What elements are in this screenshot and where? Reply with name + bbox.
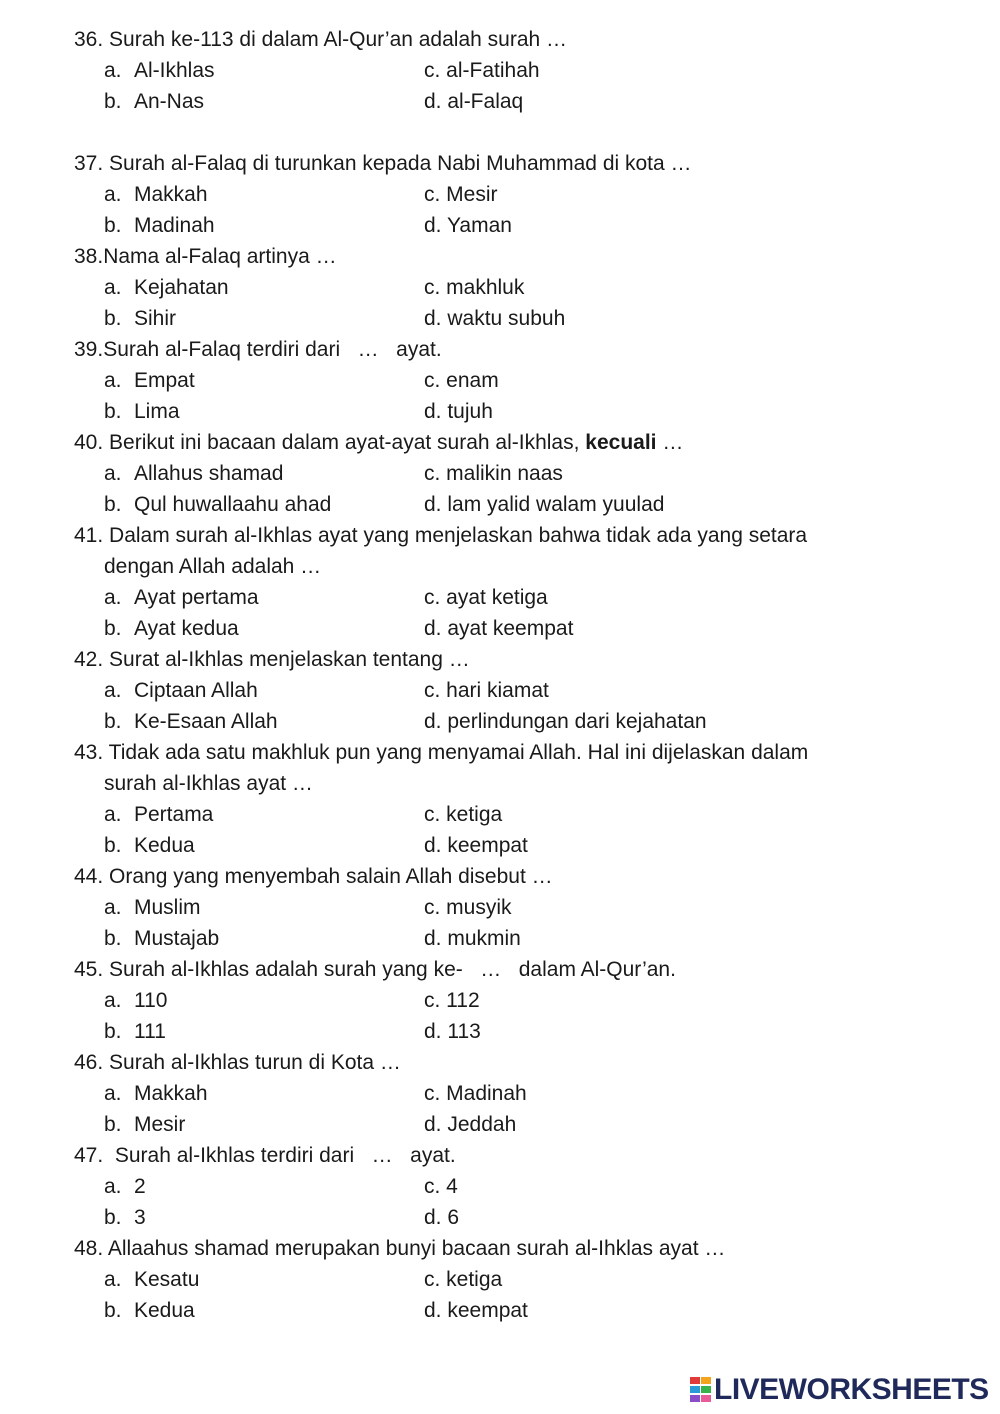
- option-a: [104, 985, 167, 1016]
- option-text: Muslim: [134, 896, 201, 919]
- option-letter: b.: [104, 617, 122, 640]
- question-42: [74, 644, 470, 675]
- question-number: 46.: [74, 1051, 104, 1074]
- question-46: [74, 1047, 401, 1078]
- option-d: d. 6: [424, 1206, 460, 1229]
- question-text: Surah al-Falaq di turunkan kepada Nabi Muhammad di kota …: [103, 152, 692, 175]
- question-37: [74, 148, 692, 179]
- option-letter: b.: [104, 214, 122, 237]
- question-number: 37.: [74, 152, 104, 175]
- liveworksheets-logo-text: LIVEWORKSHEETS: [714, 1373, 989, 1406]
- option-c: c. ketiga: [424, 803, 503, 826]
- question-47: [74, 1140, 456, 1171]
- option-d: d. keempat: [424, 834, 528, 857]
- option-a: [104, 799, 213, 830]
- option-a: [104, 272, 229, 303]
- question-number: 47.: [74, 1144, 104, 1167]
- question-48: [74, 1233, 725, 1264]
- option-letter: b.: [104, 1113, 122, 1136]
- option-c: c. hari kiamat: [424, 679, 549, 702]
- question-41-continuation: dengan Allah adalah …: [104, 555, 322, 578]
- option-text: Kedua: [134, 834, 195, 857]
- option-letter: a.: [104, 679, 122, 702]
- option-text: Ayat kedua: [134, 617, 239, 640]
- option-b: [104, 489, 331, 520]
- question-45: [74, 954, 676, 985]
- option-d: d. al-Falaq: [424, 90, 524, 113]
- option-b: [104, 303, 176, 334]
- option-d: d. waktu subuh: [424, 307, 566, 330]
- liveworksheets-logo[interactable]: [690, 1372, 989, 1408]
- option-text: Mustajab: [134, 927, 220, 950]
- option-d: d. lam yalid walam yuulad: [424, 493, 665, 516]
- option-b: [104, 613, 239, 644]
- option-text: Empat: [134, 369, 195, 392]
- question-text: Nama al-Falaq artinya …: [103, 245, 337, 268]
- question-text: Surah al-Ikhlas adalah surah yang ke- … dalam Al-Qur’an.: [103, 958, 676, 981]
- option-letter: b.: [104, 834, 122, 857]
- option-letter: a.: [104, 276, 122, 299]
- option-d: d. Yaman: [424, 214, 512, 237]
- question-text: Surat al-Ikhlas menjelaskan tentang …: [103, 648, 470, 671]
- option-letter: a.: [104, 183, 122, 206]
- option-b: [104, 1202, 146, 1233]
- option-b: [104, 1016, 166, 1047]
- question-41: [74, 520, 807, 551]
- option-d: d. mukmin: [424, 927, 521, 950]
- option-letter: a.: [104, 369, 122, 392]
- option-letter: a.: [104, 896, 122, 919]
- option-a: [104, 55, 215, 86]
- option-d: d. Jeddah: [424, 1113, 517, 1136]
- option-b: [104, 1295, 195, 1326]
- option-text: Lima: [134, 400, 180, 423]
- option-d: d. perlindungan dari kejahatan: [424, 710, 707, 733]
- option-letter: b.: [104, 90, 122, 113]
- option-text: 110: [134, 989, 168, 1012]
- question-number: 41.: [74, 524, 104, 547]
- question-number: 36.: [74, 28, 104, 51]
- option-letter: a.: [104, 586, 122, 609]
- question-40: [74, 427, 683, 458]
- question-text: Berikut ini bacaan dalam ayat-ayat surah al-Ikhlas,: [103, 431, 586, 454]
- option-a: [104, 675, 258, 706]
- option-d: d. keempat: [424, 1299, 528, 1322]
- option-text: Al-Ikhlas: [134, 59, 215, 82]
- liveworksheets-logo-icon: [690, 1377, 712, 1403]
- option-c: c. 4: [424, 1175, 458, 1198]
- question-39: [74, 334, 442, 365]
- option-letter: b.: [104, 1299, 122, 1322]
- option-text: 2: [134, 1175, 146, 1198]
- option-letter: a.: [104, 989, 122, 1012]
- question-number: 43.: [74, 741, 104, 764]
- option-c: c. ketiga: [424, 1268, 503, 1291]
- option-letter: a.: [104, 1175, 122, 1198]
- question-text: Surah al-Falaq terdiri dari … ayat.: [103, 338, 442, 361]
- option-c: c. Madinah: [424, 1082, 527, 1105]
- question-number: 40.: [74, 431, 104, 454]
- option-text: 3: [134, 1206, 146, 1229]
- option-text: 111: [134, 1020, 166, 1043]
- option-c: c. enam: [424, 369, 499, 392]
- option-b: [104, 396, 180, 427]
- option-c: c. musyik: [424, 896, 512, 919]
- question-number: 39.: [74, 338, 104, 361]
- option-a: [104, 458, 283, 489]
- option-text: Kesatu: [134, 1268, 200, 1291]
- question-number: 44.: [74, 865, 104, 888]
- option-d: d. tujuh: [424, 400, 493, 423]
- option-letter: b.: [104, 927, 122, 950]
- option-b: [104, 706, 278, 737]
- question-emphasis: kecuali: [585, 431, 657, 454]
- option-a: [104, 1264, 199, 1295]
- question-38: [74, 241, 337, 272]
- question-text: Surah al-Ikhlas terdiri dari … ayat.: [103, 1144, 456, 1167]
- option-text: Ciptaan Allah: [134, 679, 258, 702]
- option-b: [104, 210, 215, 241]
- option-c: c. al-Fatihah: [424, 59, 540, 82]
- option-letter: b.: [104, 1020, 122, 1043]
- option-letter: b.: [104, 710, 122, 733]
- option-letter: a.: [104, 462, 122, 485]
- option-letter: b.: [104, 493, 122, 516]
- option-letter: a.: [104, 803, 122, 826]
- question-number: 45.: [74, 958, 104, 981]
- option-letter: b.: [104, 1206, 122, 1229]
- option-text: Ayat pertama: [134, 586, 259, 609]
- option-letter: b.: [104, 400, 122, 423]
- question-44: [74, 861, 553, 892]
- option-b: [104, 1109, 185, 1140]
- question-number: 42.: [74, 648, 104, 671]
- option-text: Makkah: [134, 1082, 208, 1105]
- question-number: 38.: [74, 245, 104, 268]
- option-a: [104, 179, 208, 210]
- option-a: [104, 1171, 146, 1202]
- question-number: 48.: [74, 1237, 104, 1260]
- question-text: Surah al-Ikhlas turun di Kota …: [103, 1051, 401, 1074]
- option-text: Makkah: [134, 183, 208, 206]
- option-text: Kedua: [134, 1299, 195, 1322]
- question-text: Tidak ada satu makhluk pun yang menyamai Allah. Hal ini dijelaskan dalam: [103, 741, 809, 764]
- option-a: [104, 582, 259, 613]
- option-text: Ke-Esaan Allah: [134, 710, 278, 733]
- question-text: Surah ke-113 di dalam Al-Qur’an adalah surah …: [103, 28, 568, 51]
- option-c: c. makhluk: [424, 276, 525, 299]
- option-c: c. ayat ketiga: [424, 586, 548, 609]
- option-text: Sihir: [134, 307, 177, 330]
- option-text: Madinah: [134, 214, 215, 237]
- option-letter: a.: [104, 59, 122, 82]
- option-a: [104, 1078, 208, 1109]
- option-c: c. 112: [424, 989, 480, 1012]
- option-a: [104, 892, 201, 923]
- option-d: d. ayat keempat: [424, 617, 574, 640]
- question-text-end: …: [656, 431, 684, 454]
- option-b: [104, 923, 219, 954]
- option-a: [104, 365, 195, 396]
- option-d: d. 113: [424, 1020, 481, 1043]
- option-text: Pertama: [134, 803, 214, 826]
- option-c: c. malikin naas: [424, 462, 563, 485]
- option-text: Kejahatan: [134, 276, 229, 299]
- question-text: Allaahus shamad merupakan bunyi bacaan surah al-Ihklas ayat …: [103, 1237, 726, 1260]
- question-43: [74, 737, 808, 768]
- option-letter: a.: [104, 1268, 122, 1291]
- option-letter: b.: [104, 307, 122, 330]
- option-text: Mesir: [134, 1113, 186, 1136]
- question-43-continuation: surah al-Ikhlas ayat …: [104, 772, 313, 795]
- option-b: [104, 86, 204, 117]
- option-letter: a.: [104, 1082, 122, 1105]
- question-text: Orang yang menyembah salain Allah disebut …: [103, 865, 553, 888]
- question-36: [74, 24, 567, 55]
- option-text: An-Nas: [134, 90, 205, 113]
- option-c: c. Mesir: [424, 183, 498, 206]
- question-text: Dalam surah al-Ikhlas ayat yang menjelaskan bahwa tidak ada yang setara: [103, 524, 808, 547]
- option-text: Allahus shamad: [134, 462, 284, 485]
- option-text: Qul huwallaahu ahad: [134, 493, 332, 516]
- option-b: [104, 830, 195, 861]
